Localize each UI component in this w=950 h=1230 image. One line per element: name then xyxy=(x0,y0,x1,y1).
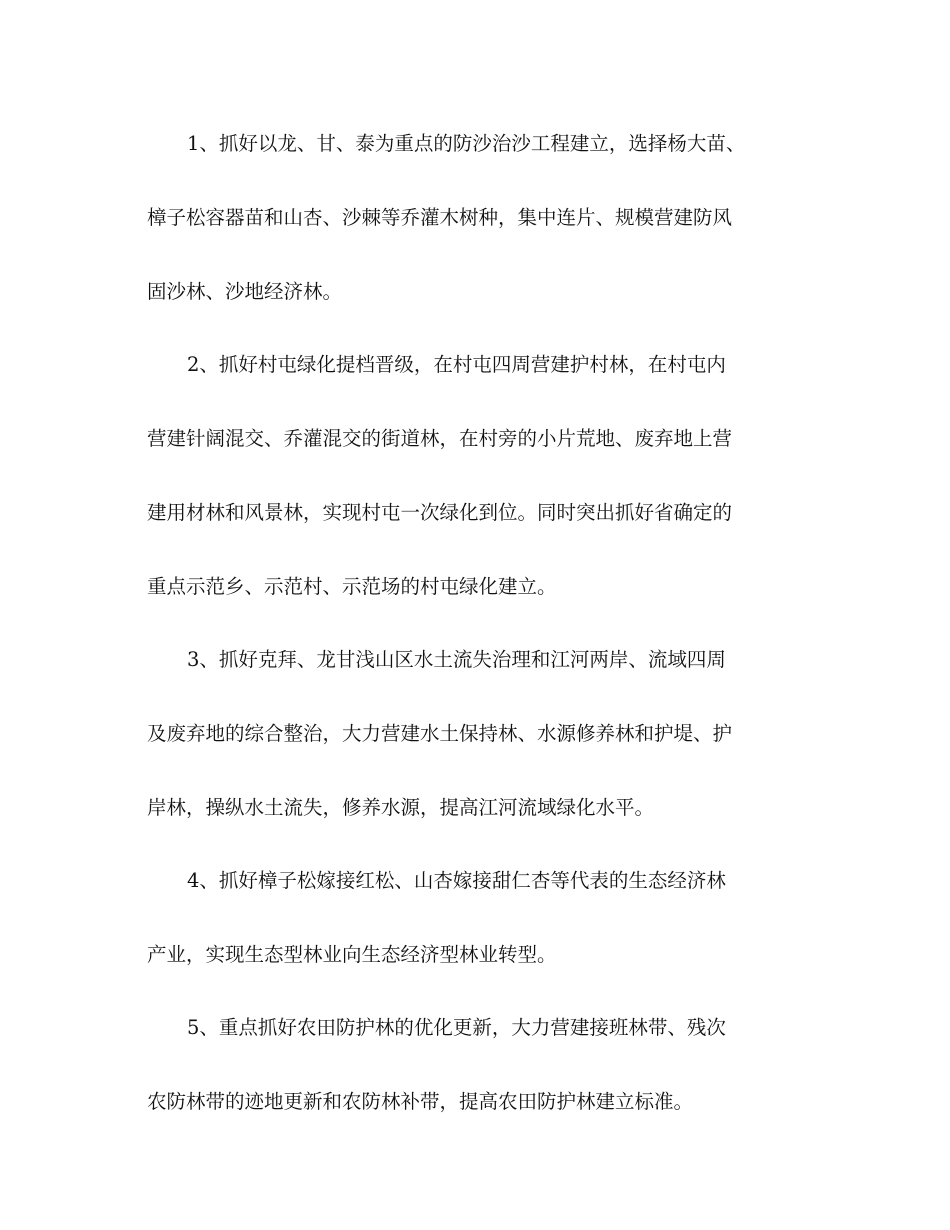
paragraph-3-line-1: 3、抓好克拜、龙甘浅山区水土流失治理和江河两岸、流域四周 xyxy=(187,648,726,671)
paragraph-5-line-2: 农防林带的迹地更新和农防林补带，提高农田防护林建立标准。 xyxy=(147,1090,694,1113)
paragraph-1-line-2: 樟子松容器苗和山杏、沙棘等乔灌木树种，集中连片、规模营建防风 xyxy=(147,206,733,229)
paragraph-3-line-2: 及废弃地的综合整治，大力营建水土保持林、水源修养林和护堤、护 xyxy=(147,722,733,745)
paragraph-2-line-2: 营建针阔混交、乔灌混交的街道林，在村旁的小片荒地、废弃地上营 xyxy=(147,427,733,450)
paragraph-1-line-3: 固沙林、沙地经济林。 xyxy=(147,280,343,303)
paragraph-2-line-3: 建用材林和风景林，实现村屯一次绿化到位。同时突出抓好省确定的 xyxy=(147,501,733,524)
paragraph-2-line-4: 重点示范乡、示范村、示范场的村屯绿化建立。 xyxy=(147,575,557,598)
paragraph-4-line-2: 产业，实现生态型林业向生态经济型林业转型。 xyxy=(147,943,557,966)
paragraph-2-line-1: 2、抓好村屯绿化提档晋级，在村屯四周营建护村林，在村屯内 xyxy=(187,353,726,376)
paragraph-3-line-3: 岸林，操纵水土流失，修养水源，提高江河流域绿化水平。 xyxy=(147,796,655,819)
paragraph-1-line-1: 1、抓好以龙、甘、泰为重点的防沙治沙工程建立，选择杨大苗、 xyxy=(187,132,746,155)
paragraph-4-line-1: 4、抓好樟子松嫁接红松、山杏嫁接甜仁杏等代表的生态经济林 xyxy=(187,869,726,892)
paragraph-5-line-1: 5、重点抓好农田防护林的优化更新，大力营建接班林带、残次 xyxy=(187,1016,726,1039)
